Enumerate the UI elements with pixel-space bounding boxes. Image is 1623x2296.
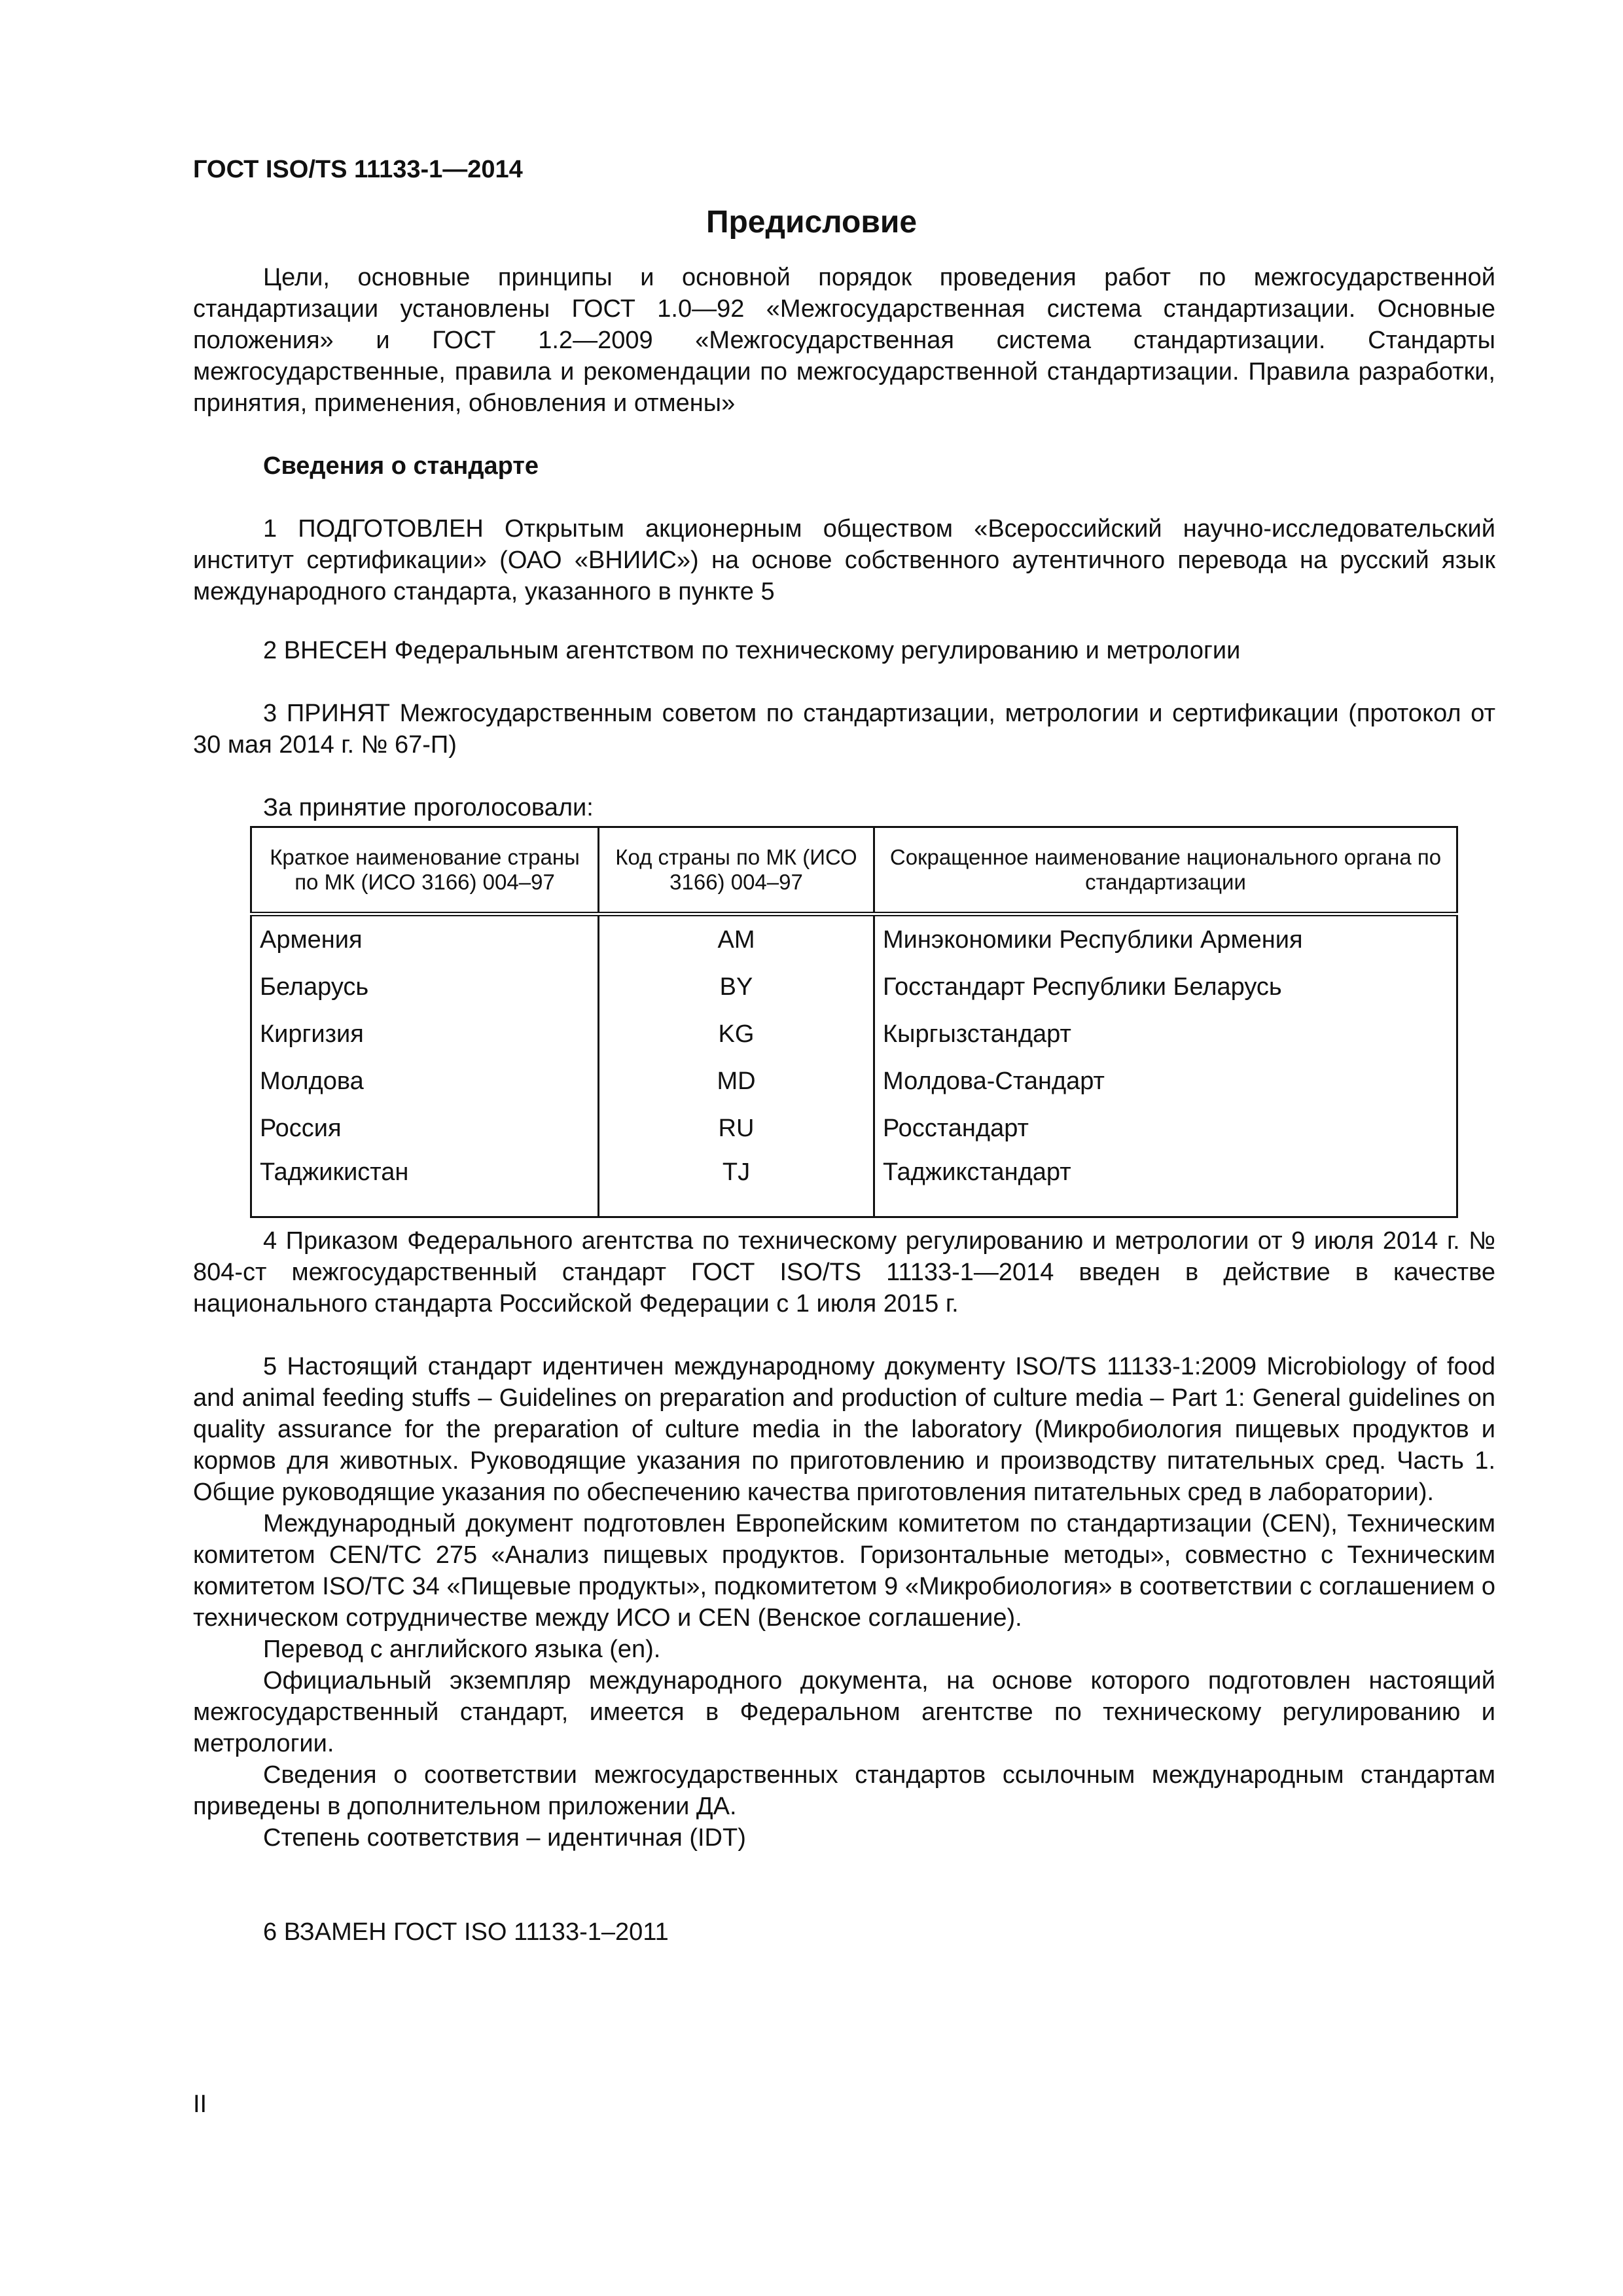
vote-table: [250, 826, 1458, 1218]
section-6-block: [193, 1916, 1495, 1948]
table-row: [251, 1011, 1457, 1058]
header-country-code: Код страны по МК (ИСО 3166) 004–97: [599, 827, 874, 914]
section-3-block: [193, 698, 1495, 761]
vote-table-caption: За принятие проголосовали:: [263, 794, 594, 821]
country-name: Армения: [251, 914, 599, 964]
section-2-block: [193, 635, 1495, 666]
table-row: [251, 963, 1457, 1011]
section-4: 4 Приказом Федерального агентства по техническому регулированию и метрологии от 9 июля 2014 г. № 804-ст межгосударственный стандарт ГОСТ ISO/TS 11133-1—2014 введен в действие в качестве национального стандарта Российской Федерации с 1 июля 2015 г.: [193, 1227, 1495, 1318]
country-code: KG: [599, 1011, 874, 1058]
table-row: [251, 914, 1457, 964]
preface-top: [193, 262, 1495, 607]
section-4-block: [193, 1225, 1495, 1319]
section-5-paragraph-5: Сведения о соответствии межгосударственных стандартов ссылочным международным стандартам приведены в дополнительном приложении ДА.: [193, 1761, 1495, 1820]
document-id: ГОСТ ISO/TS 11133-1—2014: [193, 156, 523, 183]
country-name: Таджикистан: [251, 1152, 599, 1217]
section-5-paragraph-6: Степень соответствия – идентичная (IDT): [263, 1824, 746, 1852]
header-country-name: Краткое наименование страны по МК (ИСО 3166) 004–97: [251, 827, 599, 914]
national-body: Кыргызстандарт: [874, 1011, 1457, 1058]
section-5-block: [193, 1351, 1495, 1854]
country-code: MD: [599, 1058, 874, 1105]
section-2: 2 ВНЕСЕН Федеральным агентством по техническому регулированию и метрологии: [263, 637, 1241, 664]
table-row: [251, 1058, 1457, 1105]
header-national-body: Сокращенное наименование национального органа по стандартизации: [874, 827, 1457, 914]
section-5-paragraph-4: Официальный экземпляр международного документа, на основе которого подготовлен настоящий межгосударственный стандарт, имеется в Федеральном агентстве по техническому регулированию и метрологии.: [193, 1667, 1495, 1757]
country-code: TJ: [599, 1152, 874, 1217]
info-heading: Сведения о стандарте: [263, 452, 539, 480]
country-code: RU: [599, 1105, 874, 1152]
page-number: II: [193, 2090, 207, 2118]
national-body: Таджикстандарт: [874, 1152, 1457, 1217]
country-name: Молдова: [251, 1058, 599, 1105]
national-body: Госстандарт Республики Беларусь: [874, 963, 1457, 1011]
national-body: Росстандарт: [874, 1105, 1457, 1152]
table-row: [251, 1152, 1457, 1217]
country-code: BY: [599, 963, 874, 1011]
country-code: AM: [599, 914, 874, 964]
section-6: 6 ВЗАМЕН ГОСТ ISO 11133-1–2011: [263, 1918, 669, 1946]
country-name: Россия: [251, 1105, 599, 1152]
national-body: Молдова-Стандарт: [874, 1058, 1457, 1105]
vote-table-header-row: [251, 827, 1457, 914]
country-name: Беларусь: [251, 963, 599, 1011]
section-5-paragraph-2: Международный документ подготовлен Европейским комитетом по стандартизации (CEN), Техническим комитетом CEN/TC 275 «Анализ пищевых продуктов. Горизонтальные методы», совместно с Техническим комитетом ISO/TC 34 «Пищевые продукты», подкомитетом 9 «Микробиология» в соответствии с соглашением о техническом сотрудничестве между ИСО и CEN (Венское соглашение).: [193, 1510, 1495, 1632]
section-1: 1 ПОДГОТОВЛЕН Открытым акционерным обществом «Всероссийский научно-исследовательский институт сертификации» (ОАО «ВНИИС») на основе собственного аутентичного перевода на русский язык международного стандарта, указанного в пункте 5: [193, 515, 1495, 605]
table-row: [251, 1105, 1457, 1152]
page-title: Предисловие: [705, 205, 918, 240]
section-5-paragraph-3: Перевод с английского языка (en).: [263, 1636, 661, 1663]
national-body: Минэкономики Республики Армения: [874, 914, 1457, 964]
section-3: 3 ПРИНЯТ Межгосударственным советом по стандартизации, метрологии и сертификации (протокол от 30 мая 2014 г. № 67-П): [193, 700, 1495, 759]
section-5-paragraph-1: 5 Настоящий стандарт идентичен международному документу ISO/TS 11133-1:2009 Microbiology of food and animal feeding stuffs – Guidelines on preparation and production of culture media – Part 1: General guidelines on quality assurance for the preparation of culture media in the laboratory (Микробиология пищевых продуктов и кормов для животных. Руководящие указания по приготовлению и производству питательных сред. Часть 1. Общие руководящие указания по обеспечению качества приготовления питательных сред в лаборатории).: [193, 1353, 1495, 1506]
country-name: Киргизия: [251, 1011, 599, 1058]
intro-paragraph: Цели, основные принципы и основной порядок проведения работ по межгосударственной стандартизации установлены ГОСТ 1.0—92 «Межгосударственная система стандартизации. Основные положения» и ГОСТ 1.2—2009 «Межгосударственная система стандартизации. Стандарты межгосударственные, правила и рекомендации по межгосударственной стандартизации. Правила разработки, принятия, применения, обновления и отмены»: [193, 264, 1495, 417]
